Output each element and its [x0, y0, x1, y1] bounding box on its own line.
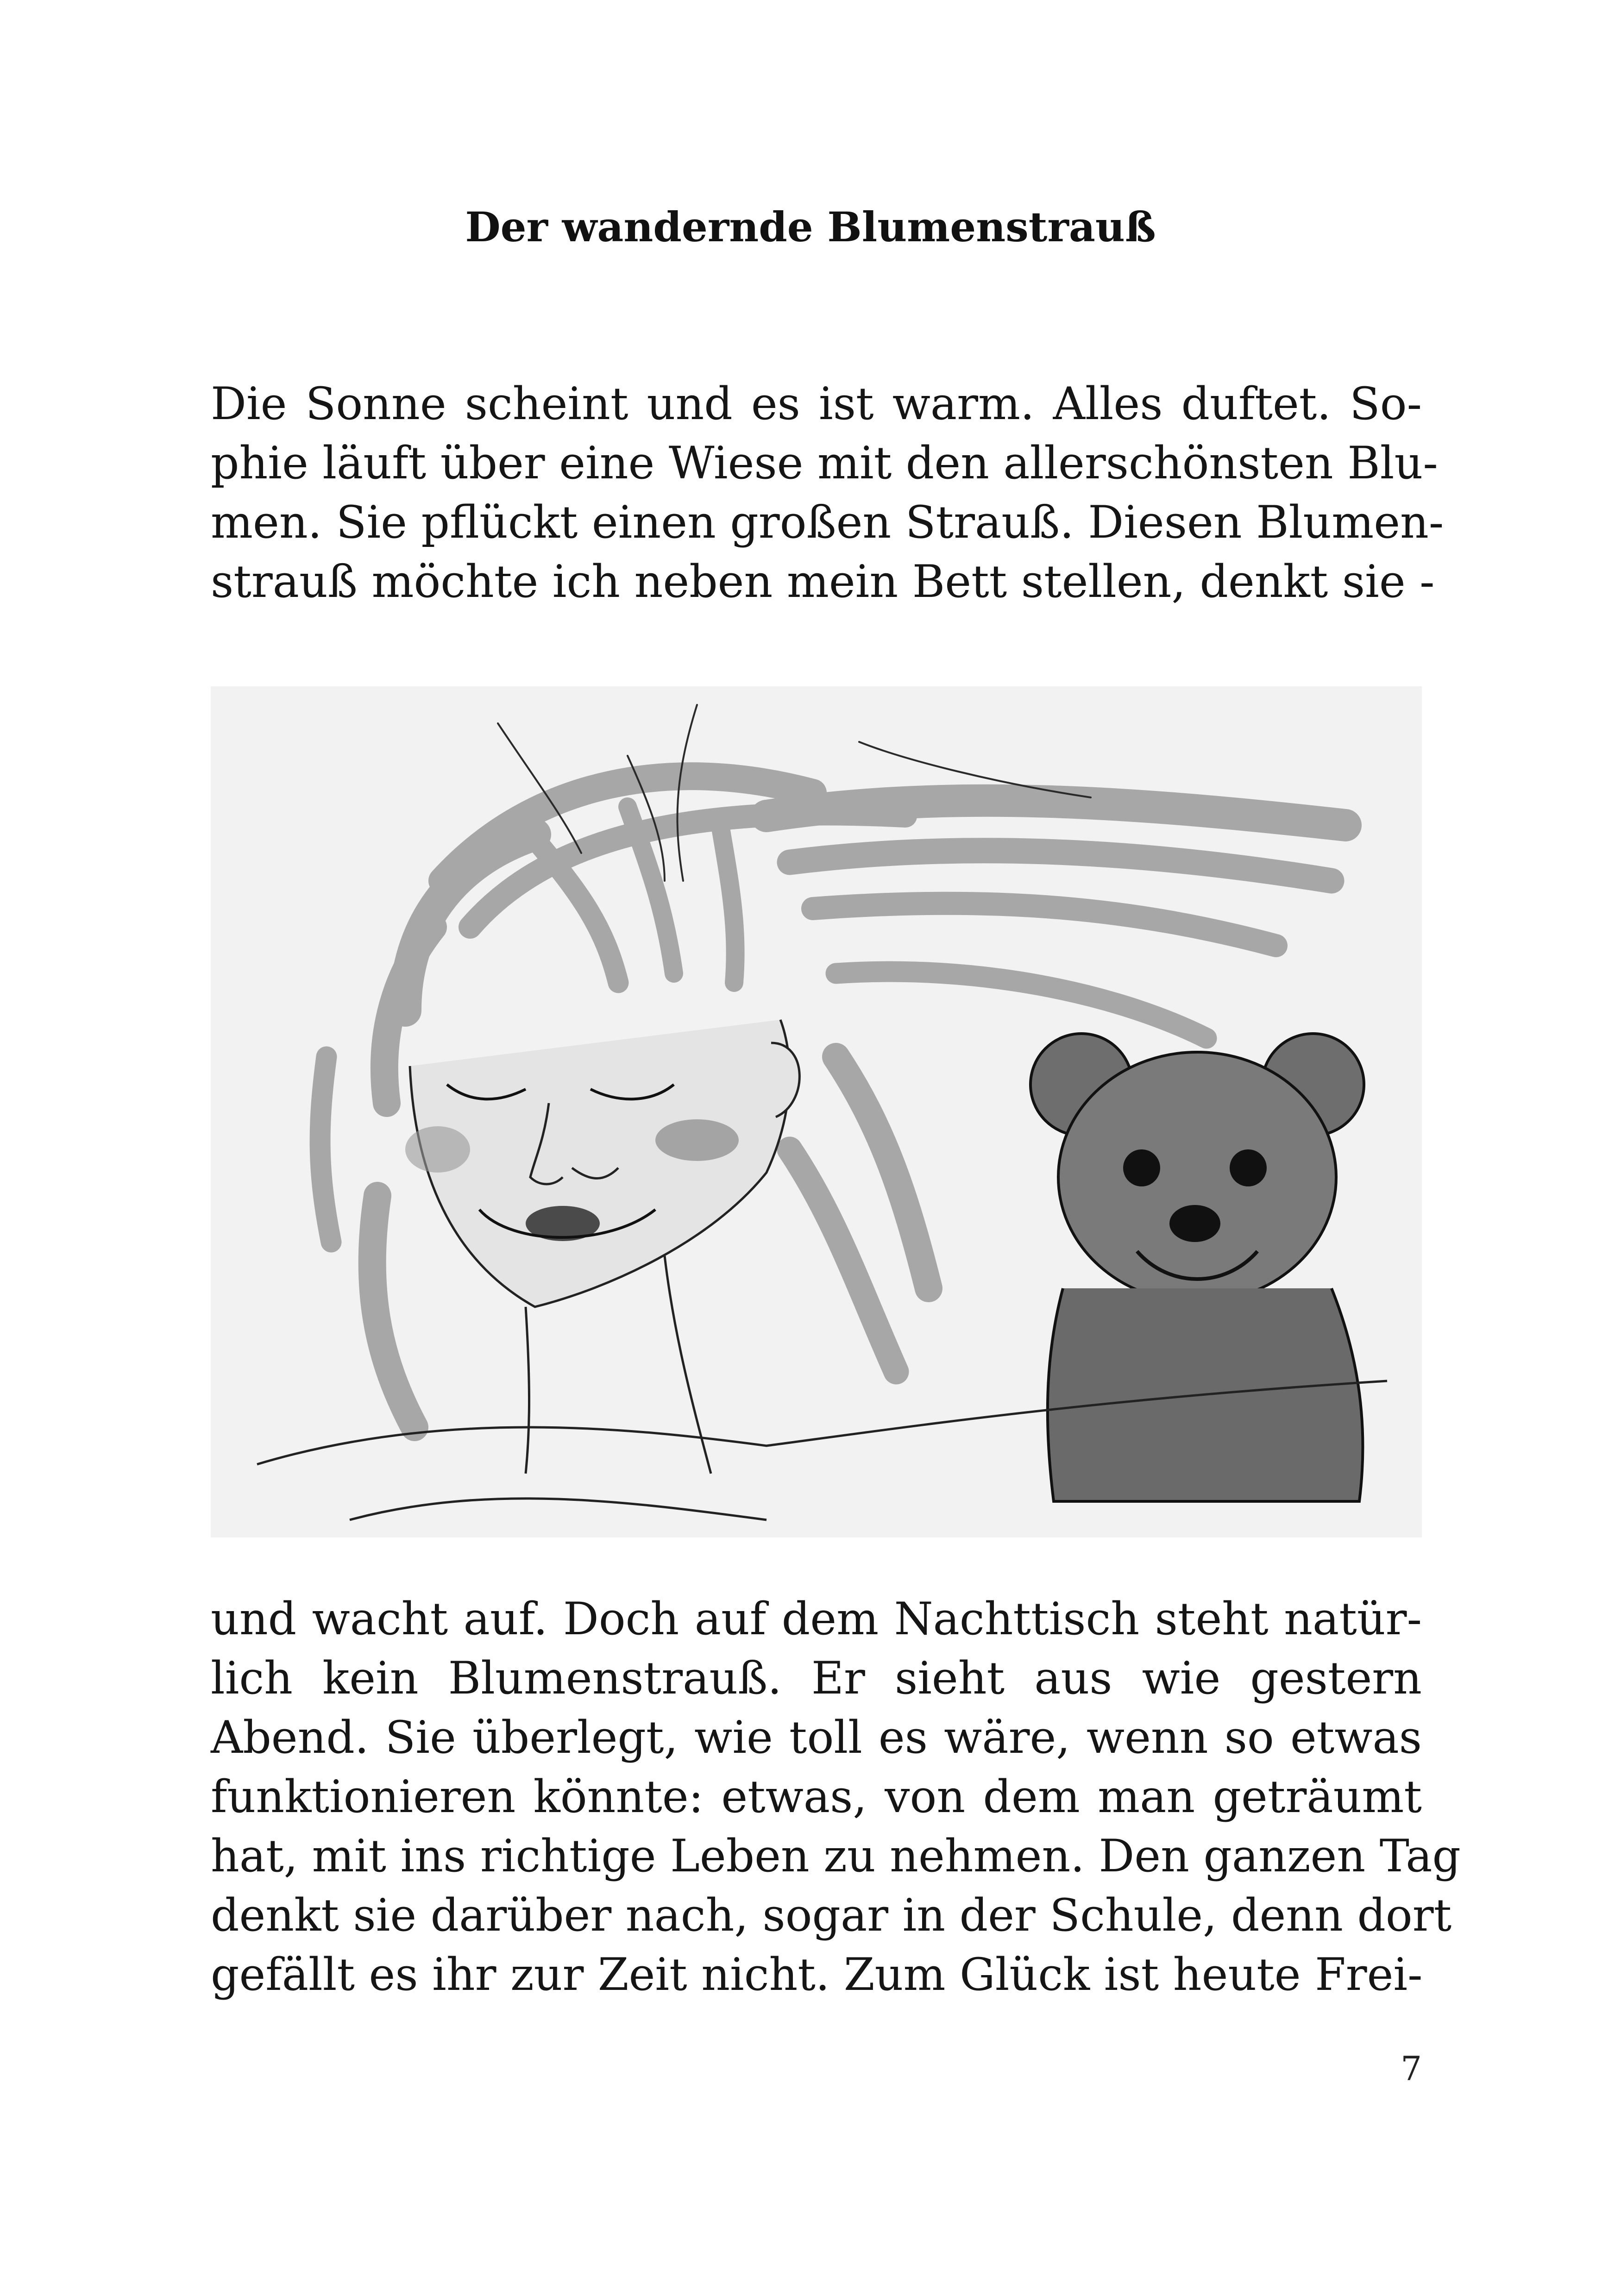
text-line: Die Sonne scheint und es ist warm. Alles duftet. So-: [211, 378, 1422, 430]
text-line: phie läuft über eine Wiese mit den allerschönsten Blu-: [211, 437, 1438, 489]
text-line: funktionieren könnte: etwas, von dem man geträumt: [211, 1771, 1422, 1823]
paragraph-continued: [211, 1589, 1461, 2004]
paragraph-intro: [211, 374, 1444, 611]
text-line: Abend. Sie überlegt, wie toll es wäre, wenn so etwas: [211, 1712, 1422, 1763]
chapter-title: Der wandernde Blumenstrauß: [465, 203, 1156, 251]
text-line: men. Sie pflückt einen großen Strauß. Diesen Blumen-: [211, 496, 1444, 548]
text-line: hat, mit ins richtige Leben zu nehmen. Den ganzen Tag: [211, 1830, 1461, 1882]
text-line: gefällt es ihr zur Zeit nicht. Zum Glück ist heute Frei-: [211, 1949, 1423, 2001]
text-line: und wacht auf. Doch auf dem Nachttisch steht natür-: [211, 1593, 1422, 1645]
text-line: strauß möchte ich neben mein Bett stellen, denkt sie -: [211, 556, 1435, 608]
text-line: lich kein Blumenstrauß. Er sieht aus wie gestern: [211, 1652, 1422, 1704]
illustration-sleeping-girl-teddy: [211, 686, 1422, 1537]
page-number: 7: [1401, 2049, 1422, 2088]
text-line: denkt sie darüber nach, sogar in der Schule, denn dort: [211, 1889, 1452, 1941]
